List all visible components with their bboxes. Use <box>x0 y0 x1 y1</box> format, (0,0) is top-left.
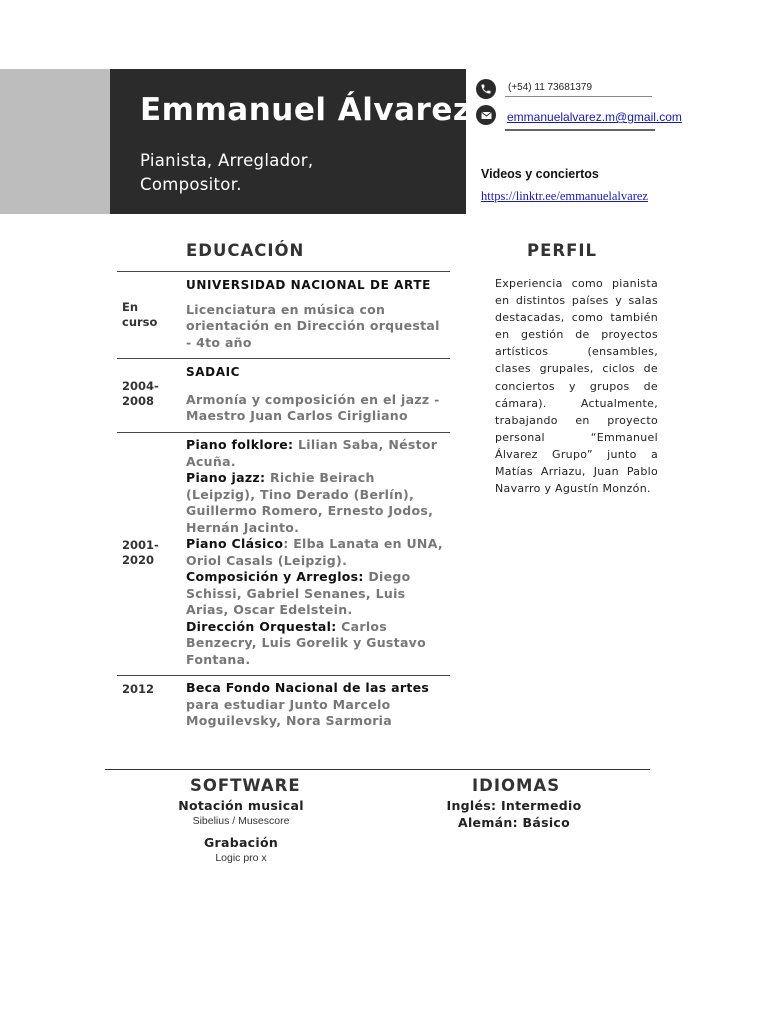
education-entry-head: SADAIC <box>186 365 241 379</box>
education-rule <box>117 358 450 359</box>
teacher-names: Diego Schissi, Gabriel Senanes, Luis Arias, Oscar Edelstein. <box>186 569 411 617</box>
education-entry-detail: Licenciatura en música con orientación en Dirección orquestal - 4to año <box>186 301 440 350</box>
mail-icon <box>476 105 496 125</box>
videos-link[interactable]: https://linktr.ee/emmanuelalvarez <box>481 189 648 203</box>
subtitle-line-1: Pianista, Arreglador, <box>140 151 314 170</box>
education-title: EDUCACIÓN <box>186 241 305 260</box>
software-item-sub: Sibelius / Musescore <box>192 815 290 827</box>
candidate-name: Emmanuel Álvarez <box>140 92 472 128</box>
education-entry-head: UNIVERSIDAD NACIONAL DE ARTE <box>186 278 431 292</box>
software-title: SOFTWARE <box>190 776 301 795</box>
email-link[interactable]: emmanuelalvarez.m@gmail.com <box>507 110 682 124</box>
teacher-names: Carlos Benzecry, Luis Gorelik y Gustavo Fontana. <box>186 618 427 667</box>
idiomas-title: IDIOMAS <box>472 776 561 795</box>
teacher-label: Dirección Orquestal: <box>186 618 337 634</box>
email-underline <box>505 129 655 131</box>
phone-underline <box>505 96 652 97</box>
teacher-line <box>186 569 448 619</box>
teacher-line <box>186 536 448 569</box>
phone-number: (+54) 11 73681379 <box>508 82 593 93</box>
education-entry-detail: para estudiar Junto Marcelo Moguilevsky, Nora Sarmoria <box>186 696 392 728</box>
education-entry <box>186 437 448 668</box>
software-list <box>160 797 322 871</box>
education-year: 2012 <box>122 682 155 696</box>
videos-label: Videos y conciertos <box>481 167 599 181</box>
idiomas-list <box>430 797 598 831</box>
language-item: Inglés: Intermedio <box>446 798 582 813</box>
education-rule <box>117 271 450 272</box>
education-entry <box>186 680 448 730</box>
phone-icon <box>476 79 496 99</box>
candidate-subtitle <box>140 149 440 197</box>
software-item-sub: Logic pro x <box>215 852 267 864</box>
teacher-line <box>186 619 448 669</box>
teacher-names: Richie Beirach (Leipzig), Tino Derado (Berlín), Guillermo Romero, Ernesto Jodos, Hernán Jacinto. <box>186 470 434 535</box>
software-item-head: Notación musical <box>178 798 304 813</box>
subtitle-line-2: Compositor. <box>140 175 242 194</box>
teacher-label: Piano Clásico <box>186 536 284 551</box>
education-year: 2001-2020 <box>122 538 159 567</box>
software-item-head: Grabación <box>203 835 279 850</box>
teacher-line <box>186 470 448 536</box>
teacher-names: Lilian Saba, Néstor Acuña. <box>186 437 438 469</box>
education-entry-head: Beca Fondo Nacional de las artes <box>186 680 430 695</box>
teacher-names: : Elba Lanata en UNA, Oriol Casals (Leipzig). <box>186 536 443 568</box>
bottom-rule <box>105 769 650 770</box>
language-item: Alemán: Básico <box>457 815 571 830</box>
education-entry <box>186 277 448 351</box>
teacher-label: Piano jazz: <box>186 470 266 485</box>
teacher-label: Piano folklore: <box>186 437 294 452</box>
education-entry <box>186 364 448 425</box>
teacher-line <box>186 437 448 470</box>
teacher-label: Composición y Arreglos: <box>186 569 364 584</box>
perfil-title: PERFIL <box>527 241 597 260</box>
header-grey-block <box>0 69 110 214</box>
perfil-text: Experiencia como pianista en distintos países y salas destacadas, como también en gestión de proyectos artísticos (ensambles, clases grupales, ciclos de conciertos y grupos de cámara). Actualmente, trabajando en proyecto personal “Emmanuel Álvarez Grupo” junto a Matías Arriazu, Juan Pablo Navarro y Agustín Monzón. <box>495 277 658 496</box>
education-year: 2004-2008 <box>122 379 159 408</box>
education-rule <box>117 432 450 433</box>
education-rule <box>117 675 450 676</box>
education-year: En curso <box>122 300 158 329</box>
education-entry-detail: Armonía y composición en el jazz - Maestro Juan Carlos Cirigliano <box>186 391 440 423</box>
